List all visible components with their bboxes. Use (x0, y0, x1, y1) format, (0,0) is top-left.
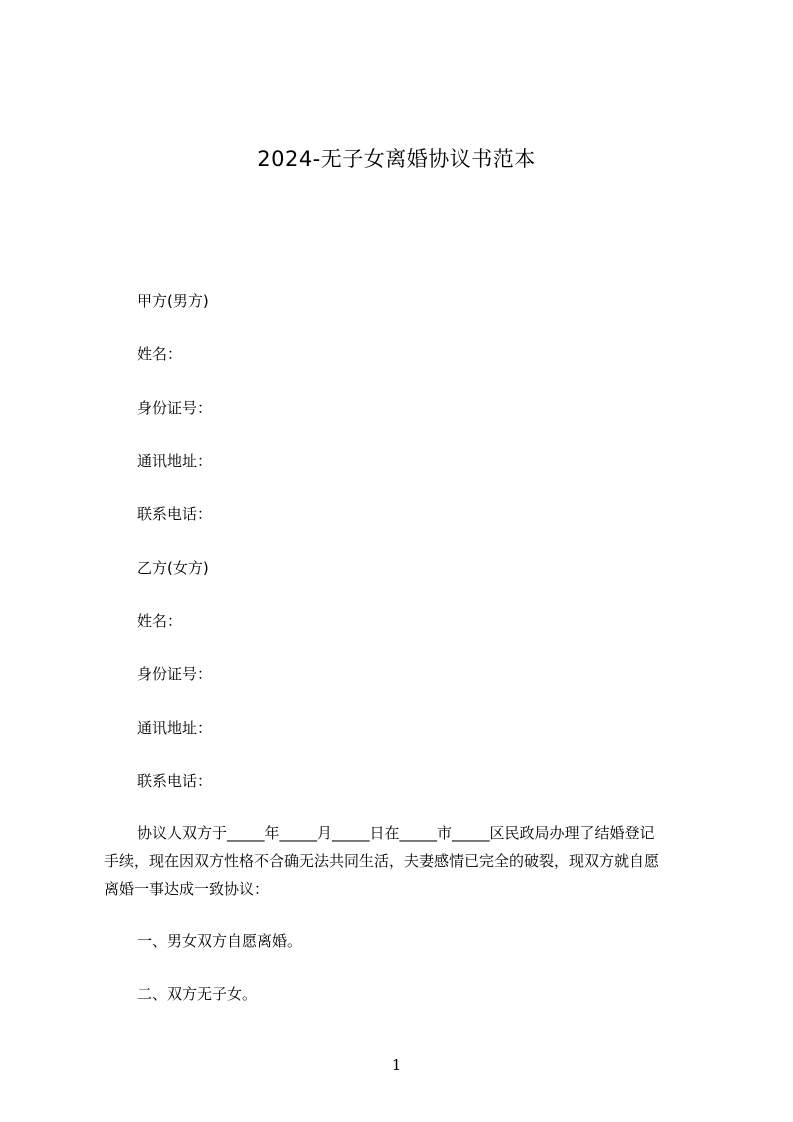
agreement-intro-line-3: 离婚一事达成一致协议： (104, 880, 270, 898)
document-title: 2024-无子女离婚协议书范本 (257, 147, 536, 171)
agreement-intro-paragraph (104, 819, 714, 903)
agreement-intro-line-2: 手续，现在因双方性格不合确无法共同生活，夫妻感情已完全的破裂，现双方就自愿 (104, 852, 660, 870)
party-a-heading: 甲方(男方) (137, 292, 209, 310)
clause-2: 二、双方无子女。 (137, 985, 258, 1003)
party-a-id-label: 身份证号： (137, 399, 213, 417)
party-b-address-label: 通讯地址： (137, 719, 213, 737)
party-b-heading: 乙方(女方) (137, 559, 209, 577)
party-a-phone-label: 联系电话： (137, 505, 213, 523)
party-b-name-label: 姓名： (137, 612, 183, 630)
clause-1: 一、男女双方自愿离婚。 (137, 932, 303, 950)
agreement-intro-line-1: 协议人双方于_____年_____月_____日在_____市_____区民政局办理了结婚登记 (137, 824, 655, 842)
party-b-id-label: 身份证号： (137, 665, 213, 683)
page-number: 1 (391, 1056, 402, 1074)
party-b-phone-label: 联系电话： (137, 772, 213, 790)
party-a-address-label: 通讯地址： (137, 452, 213, 470)
party-a-name-label: 姓名： (137, 345, 183, 363)
